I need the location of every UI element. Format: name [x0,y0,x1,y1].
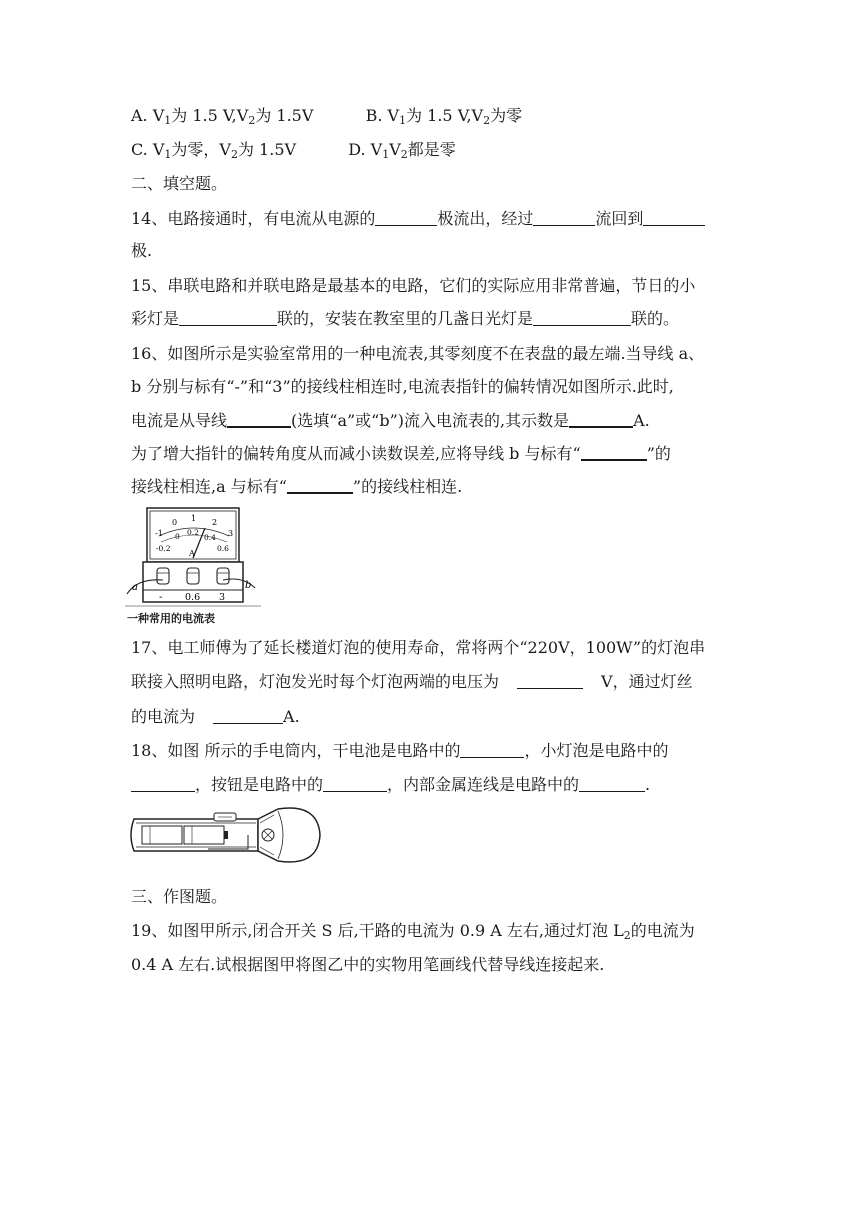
q16-blank-4[interactable] [287,476,353,494]
q14-line1: 14、电路接通时，有电流从电源的 极流出，经过 流回到 [131,209,705,229]
q18-blank-4[interactable] [579,775,645,792]
terminal-label: 3 [219,592,226,603]
q17-line2: 联接入照明电路，灯泡发光时每个灯泡两端的电压为 V，通过灯丝 [131,672,693,691]
q17-line1: 17、电工师傅为了延长楼道灯泡的使用寿命，常将两个“220V，100W”的灯泡串 [131,638,706,657]
option-c: C. $V_1$为零，$V_2$为 1.5V [131,140,297,161]
q16-line4: 为了增大指针的偏转角度从而减小读数误差,应将导线 b 与标有“ ”的 [131,444,671,463]
option-row-ab [131,106,522,131]
q18-blank-3[interactable] [323,775,387,792]
q19-line1: 19、如图甲所示,闭合开关 S 后,干路的电流为 0.9 A 左右,通过灯泡 $L_2$的电流为 [131,921,695,942]
option-row-cd [131,140,456,165]
option-d: D. $V_1V_2$都是零 [348,140,456,161]
q15-blank-2[interactable] [533,309,631,326]
unit-label: A [189,549,195,558]
q16-blank-1[interactable] [227,410,291,428]
q18-line2: ，按钮是电路中的 ，内部金属连线是电路中的 . [131,775,650,795]
scale-top-label: -1 [155,529,163,538]
q16-line1: 16、如图所示是实验室常用的一种电流表,其零刻度不在表盘的最左端.当导线 a、 [131,344,705,363]
q17-line3: 的电流为 A. [131,707,300,726]
scale-bottom-label: 0 [175,532,180,541]
ammeter-figure [125,506,265,630]
q14-blank-1[interactable] [375,209,437,226]
terminal-label: 0.6 [185,592,201,603]
section-title-fill-in: 二、填空题。 [131,174,228,193]
option-a: A. $V_1$为 1.5 $V,V_2$为 1.5V [131,106,314,127]
flashlight-figure [128,805,324,863]
q15-line2: 彩灯是 联的，安装在教室里的几盏日光灯是 联的。 [131,309,680,328]
q15-line1: 15、串联电路和并联电路是最基本的电路，它们的实际应用非常普遍，节日的小 [131,276,696,295]
scale-bottom-label: 0.6 [217,544,229,553]
scale-top-label: 3 [228,529,234,538]
option-b: B. $V_1$为 1.5 $V,V_2$为零 [365,106,523,127]
q19-line2: 0.4 A 左右.试根据图甲将图乙中的实物用笔画线代替导线连接起来. [131,955,605,974]
scale-top-label: 1 [191,514,197,523]
q18-line1: 18、如图 所示的手电筒内，干电池是电路中的 ，小灯泡是电路中的 [131,741,669,760]
flashlight-illustration [128,805,324,863]
q16-blank-3[interactable] [581,443,647,461]
wire-b-label: b [245,580,252,591]
q16-line2: b 分别与标有“-”和“3”的接线柱相连时,电流表指针的偏转情况如图所示.此时, [131,377,674,396]
q16-line3: 电流是从导线 (选填“a”或“b”)流入电流表的,其示数是 A. [131,411,650,430]
section-title-drawing: 三、作图题。 [131,887,228,906]
scale-top-label: 2 [212,518,218,527]
q16-blank-2[interactable] [569,410,633,428]
scale-top-label: 0 [172,518,178,527]
q18-blank-1[interactable] [460,741,524,758]
scale-bottom-label: 0.2 [187,528,199,537]
q15-blank-1[interactable] [179,309,277,326]
scale-bottom-label: 0.4 [204,533,216,542]
q16-line5: 接线柱相连,a 与标有“ ”的接线柱相连. [131,477,463,496]
scale-bottom-label: -0.2 [156,544,171,553]
q18-blank-2[interactable] [131,775,195,792]
wire-a-label: a [132,582,138,593]
q14-line2: 极. [131,241,153,260]
q17-blank-1[interactable] [517,672,583,689]
q17-blank-2[interactable] [213,707,283,724]
q14-blank-3[interactable] [643,209,705,226]
ammeter-caption: 一种常用的电流表 [127,612,215,625]
q14-blank-2[interactable] [533,209,595,226]
terminal-label: - [159,592,163,603]
